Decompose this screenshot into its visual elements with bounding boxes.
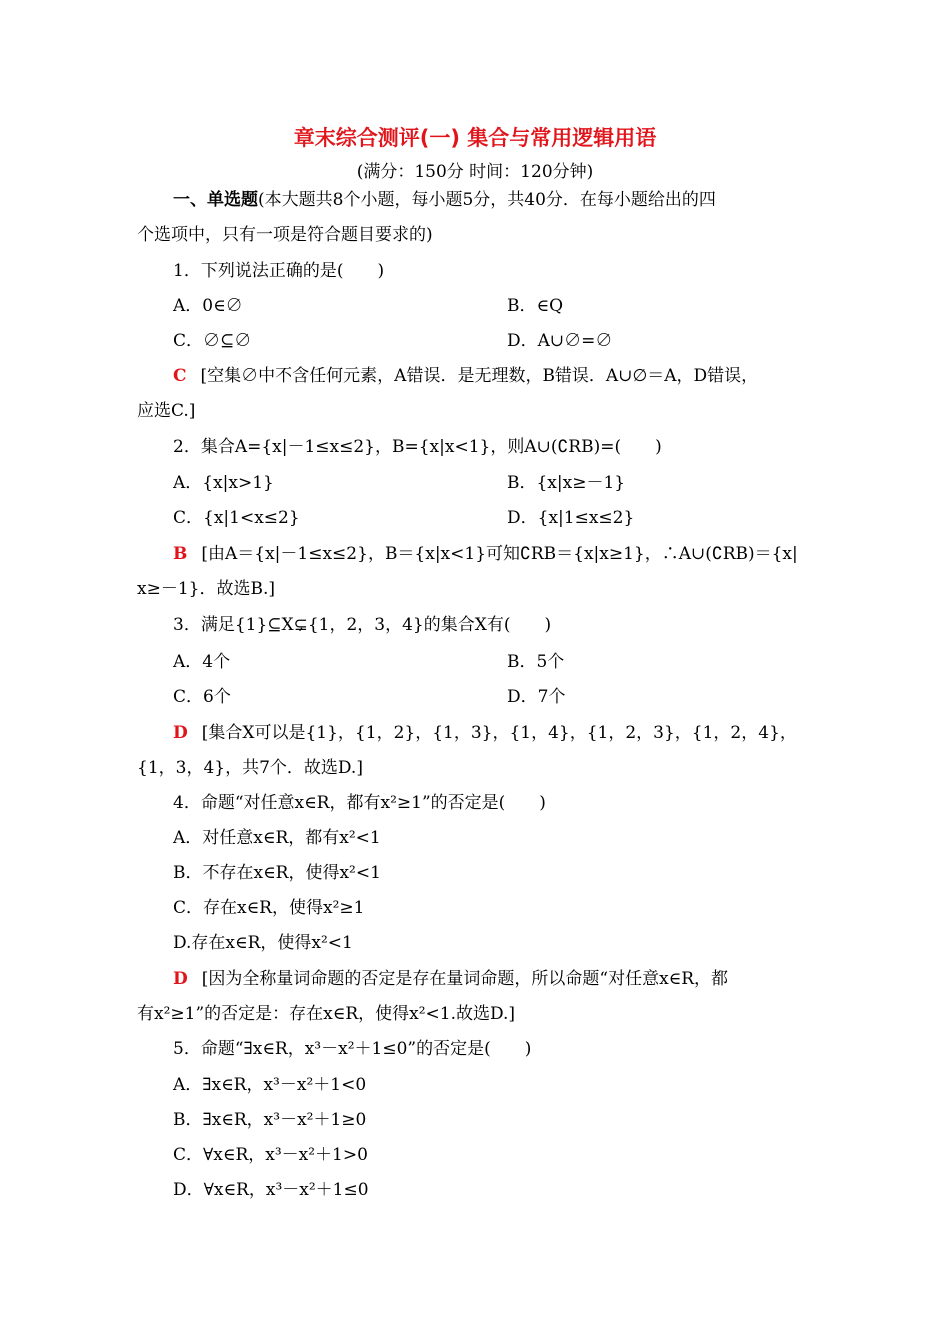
q4-stem: 4．命题“对任意x∈R，都有x²≥1”的否定是( ) [173, 793, 546, 813]
q2-option-b: B．{x|x≥－1} [507, 473, 626, 493]
q1-stem: 1．下列说法正确的是( ) [173, 261, 385, 281]
section-intro [173, 188, 716, 212]
q1-option-b: B．∈Q [507, 296, 564, 316]
q2-solution-text: [由A＝{x|－1≤x≤2}，B＝{x|x<1}可知∁RB＝{x|x≥1}，∴A∪(∁RB)＝{x| [201, 544, 798, 564]
q4-solution-cont: 有x²≥1”的否定是：存在x∈R，使得x²<1.故选D.] [137, 1004, 516, 1024]
section-heading: 一、单选题 [173, 190, 258, 210]
q2-solution-cont: x≥－1}．故选B.] [137, 579, 275, 599]
q3-option-c: C．6个 [173, 687, 231, 707]
q1-option-a: A．0∈∅ [173, 296, 243, 316]
q3-option-a: A．4个 [173, 652, 231, 672]
q2-answer: B [173, 544, 188, 564]
q5-stem: 5．命题“∃x∈R，x³－x²＋1≤0”的否定是( ) [173, 1039, 532, 1059]
section-desc-cont: 个选项中，只有一项是符合题目要求的) [137, 225, 433, 245]
q3-solution [173, 721, 797, 745]
q1-solution [173, 364, 758, 388]
q1-option-d: D．A∪∅=∅ [507, 331, 613, 351]
q4-option-b: B．不存在x∈R，使得x²<1 [173, 863, 381, 883]
q2-option-a: A．{x|x>1} [173, 473, 274, 493]
q5-option-c: C．∀x∈R，x³－x²＋1>0 [173, 1145, 368, 1165]
q1-solution-text: [空集∅中不含任何元素，A错误．是无理数，B错误．A∪∅＝A，D错误， [200, 366, 759, 386]
q2-option-c: C．{x|1<x≤2} [173, 508, 300, 528]
q2-option-d: D．{x|1≤x≤2} [507, 508, 635, 528]
document-subtitle: (满分：150分 时间：120分钟) [356, 162, 594, 182]
q1-option-c: C．∅⊆∅ [173, 331, 252, 351]
section-desc: (本大题共8个小题，每小题5分，共40分．在每小题给出的四 [258, 190, 716, 210]
q3-stem: 3．满足{1}⊆X⊊{1，2，3，4}的集合X有( ) [173, 615, 552, 635]
q3-solution-cont: {1，3，4}，共7个．故选D.] [137, 758, 363, 778]
q1-solution-cont: 应选C.] [137, 401, 196, 421]
q4-option-a: A．对任意x∈R，都有x²<1 [173, 828, 381, 848]
q3-option-b: B．5个 [507, 652, 565, 672]
q4-answer: D [173, 969, 188, 989]
q1-answer: C [173, 366, 187, 386]
q4-solution [173, 967, 728, 991]
document-title: 章末综合测评(一) 集合与常用逻辑用语 [293, 126, 657, 150]
q2-solution [173, 542, 798, 566]
q5-option-a: A．∃x∈R，x³－x²＋1<0 [173, 1075, 367, 1095]
q3-solution-text: [集合X可以是{1}，{1，2}，{1，3}，{1，4}，{1，2，3}，{1，2，4}， [201, 723, 797, 743]
q3-option-d: D．7个 [507, 687, 566, 707]
q5-option-d: D．∀x∈R，x³－x²＋1≤0 [173, 1180, 369, 1200]
q2-stem: 2．集合A={x|－1≤x≤2}，B={x|x<1}，则A∪(∁RB)=( ) [173, 437, 662, 457]
q5-option-b: B．∃x∈R，x³－x²＋1≥0 [173, 1110, 367, 1130]
q4-option-d: D.存在x∈R，使得x²<1 [173, 933, 353, 953]
q4-option-c: C．存在x∈R，使得x²≥1 [173, 898, 365, 918]
q4-solution-text: [因为全称量词命题的否定是存在量词命题，所以命题“对任意x∈R，都 [201, 969, 729, 989]
q3-answer: D [173, 723, 188, 743]
